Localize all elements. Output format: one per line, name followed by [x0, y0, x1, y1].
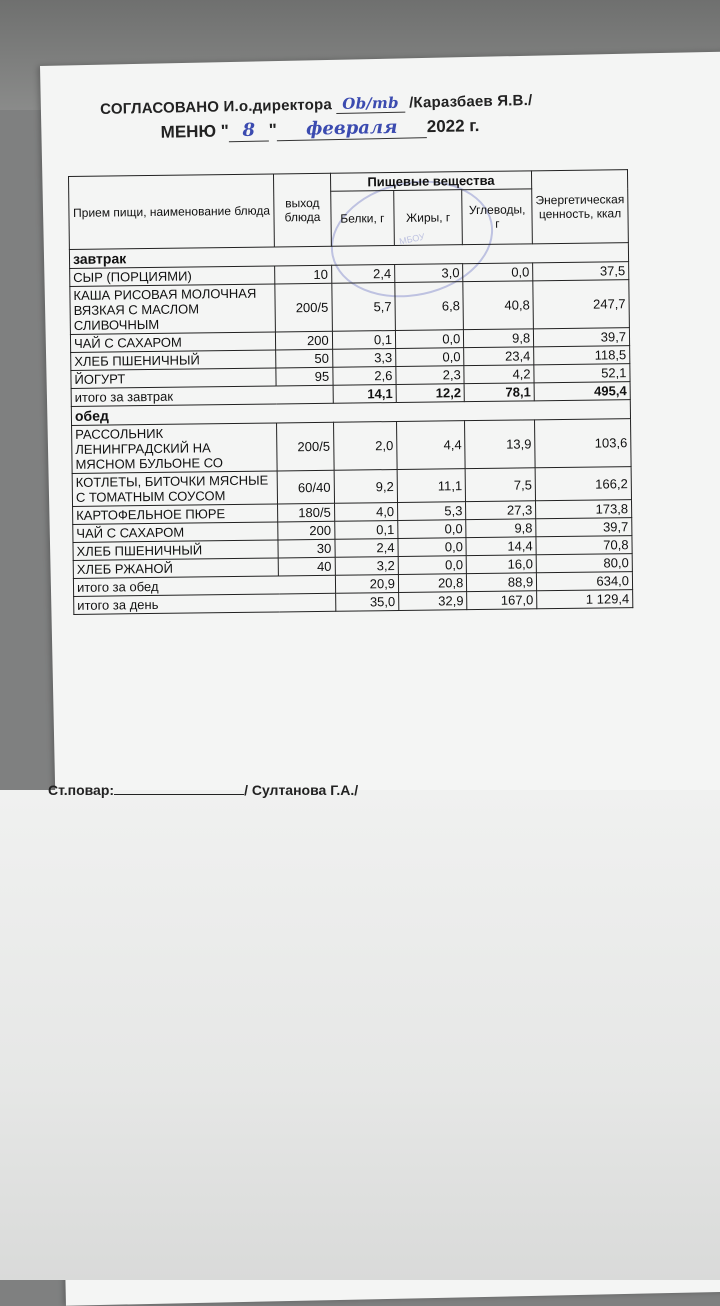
dish-fat: 3,0 — [395, 264, 464, 283]
header-carbs: Углеводы, г — [462, 189, 532, 245]
total-c: 167,0 — [467, 591, 537, 610]
dish-fat: 0,0 — [398, 520, 467, 539]
total-e: 1 129,4 — [537, 590, 633, 609]
total-p: 14,1 — [333, 385, 397, 404]
menu-day: 8 — [229, 119, 269, 142]
dish-protein: 0,1 — [332, 331, 396, 350]
dish-energy: 70,8 — [536, 536, 632, 555]
total-f: 32,9 — [399, 592, 468, 611]
dish-protein: 2,4 — [331, 265, 395, 284]
dish-fat: 0,0 — [398, 538, 467, 557]
dish-energy: 103,6 — [535, 419, 631, 468]
dish-carbs: 4,2 — [464, 365, 534, 384]
dish-energy: 173,8 — [536, 500, 632, 519]
dish-energy: 39,7 — [536, 518, 632, 537]
dish-protein: 5,7 — [332, 283, 396, 332]
total-f: 12,2 — [396, 384, 465, 403]
dish-energy: 166,2 — [535, 467, 631, 501]
dish-energy: 247,7 — [533, 280, 629, 329]
header-protein: Белки, г — [330, 191, 394, 247]
dish-fat: 0,0 — [398, 556, 467, 575]
school-stamp: МБОУ — [320, 166, 504, 312]
dish-carbs: 0,0 — [463, 263, 533, 282]
dish-energy: 37,5 — [533, 262, 629, 281]
dish-fat: 4,4 — [397, 421, 466, 470]
total-label: итого за день — [74, 593, 336, 614]
dish-yield: 180/5 — [278, 503, 335, 522]
menu-table — [68, 169, 633, 615]
total-e: 495,4 — [534, 382, 630, 401]
dish-protein: 4,0 — [334, 502, 398, 521]
dish-name: ЧАЙ С САХАРОМ — [73, 522, 278, 543]
total-label: итого за обед — [73, 575, 335, 596]
dish-yield: 40 — [278, 557, 335, 576]
header-energy: Энергетическая ценность, ккал — [532, 170, 629, 244]
header-nutrients: Пищевые вещества — [330, 171, 532, 191]
dish-name: СЫР (ПОРЦИЯМИ) — [70, 266, 275, 287]
total-f: 20,8 — [398, 574, 467, 593]
total-p: 20,9 — [335, 574, 399, 593]
dish-protein: 3,2 — [335, 556, 399, 575]
dish-name: ХЛЕБ РЖАНОЙ — [73, 558, 278, 579]
dish-fat: 0,0 — [396, 348, 465, 367]
dish-carbs: 9,8 — [464, 329, 534, 348]
dish-yield: 200/5 — [277, 422, 334, 471]
approval-label: СОГЛАСОВАНО И.о.директора — [100, 96, 333, 118]
menu-title: МЕНЮ " 8 " февраля 2022 г. — [160, 116, 480, 142]
dish-protein: 9,2 — [334, 470, 398, 504]
total-label: итого за завтрак — [71, 385, 333, 406]
dish-protein: 2,0 — [333, 422, 397, 471]
dish-fat: 11,1 — [397, 469, 466, 503]
director-name: /Каразбаев Я.В./ — [408, 91, 533, 112]
dish-name: ЧАЙ С САХАРОМ — [70, 332, 275, 353]
dish-protein: 0,1 — [334, 520, 398, 539]
dish-protein: 2,6 — [333, 367, 397, 386]
total-c: 78,1 — [464, 383, 534, 402]
dish-yield: 10 — [275, 265, 332, 284]
total-p: 35,0 — [335, 592, 399, 611]
dish-yield: 200/5 — [275, 283, 332, 332]
dish-carbs: 23,4 — [464, 347, 534, 366]
dish-yield: 30 — [278, 539, 335, 558]
document-footer — [48, 782, 358, 798]
total-e: 634,0 — [537, 572, 633, 591]
section-title: обед — [71, 400, 630, 426]
dish-carbs: 9,8 — [466, 519, 536, 538]
dish-yield: 60/40 — [277, 470, 334, 504]
dish-name: ЙОГУРТ — [71, 368, 276, 389]
paper-sheet-lower — [0, 790, 720, 1280]
dish-yield: 95 — [276, 367, 333, 386]
dish-energy: 52,1 — [534, 364, 630, 383]
menu-label: МЕНЮ " — [160, 121, 229, 142]
dish-row — [70, 280, 630, 335]
dish-yield: 50 — [276, 349, 333, 368]
header-fat: Жиры, г — [394, 190, 463, 246]
dish-name: ХЛЕБ ПШЕНИЧНЫЙ — [71, 350, 276, 371]
dish-row — [72, 419, 632, 474]
dish-name: КОТЛЕТЫ, БИТОЧКИ МЯСНЫЕ С ТОМАТНЫМ СОУСОМ — [72, 471, 278, 507]
dish-protein: 3,3 — [332, 349, 396, 368]
dish-name: ХЛЕБ ПШЕНИЧНЫЙ — [73, 540, 278, 561]
dish-fat: 6,8 — [395, 282, 464, 331]
dish-energy: 39,7 — [534, 328, 630, 347]
dish-yield: 200 — [278, 521, 335, 540]
dish-name: КАША РИСОВАЯ МОЛОЧНАЯ ВЯЗКАЯ С МАСЛОМ СЛИВОЧНЫМ — [70, 284, 276, 335]
chef-label: Ст.повар: — [48, 782, 115, 798]
header-yield: выход блюда — [274, 173, 331, 247]
dish-carbs: 27,3 — [466, 501, 536, 520]
dish-carbs: 40,8 — [463, 281, 533, 330]
dish-carbs: 7,5 — [465, 468, 535, 502]
dish-protein: 2,4 — [335, 538, 399, 557]
dish-yield: 200 — [276, 331, 333, 350]
dish-name: РАССОЛЬНИК ЛЕНИНГРАДСКИЙ НА МЯСНОМ БУЛЬОНЕ СО — [72, 423, 278, 474]
dish-carbs: 13,9 — [465, 420, 535, 469]
dish-energy: 80,0 — [536, 554, 632, 573]
chef-signature-line — [114, 794, 244, 795]
menu-year: 2022 г. — [426, 116, 480, 137]
section-title: завтрак — [69, 243, 628, 269]
menu-month: февраля — [277, 116, 427, 141]
dish-fat: 5,3 — [397, 502, 466, 521]
header-dish-name: Прием пищи, наименование блюда — [69, 174, 275, 250]
total-c: 88,9 — [467, 573, 537, 592]
dish-carbs: 14,4 — [466, 537, 536, 556]
dish-fat: 0,0 — [395, 330, 464, 349]
dish-energy: 118,5 — [534, 346, 630, 365]
dish-fat: 2,3 — [396, 366, 465, 385]
dish-carbs: 16,0 — [466, 555, 536, 574]
director-signature: Ob/mb — [336, 94, 405, 114]
chef-name: / Султанова Г.А./ — [244, 782, 359, 798]
dish-name: КАРТОФЕЛЬНОЕ ПЮРЕ — [73, 504, 278, 525]
